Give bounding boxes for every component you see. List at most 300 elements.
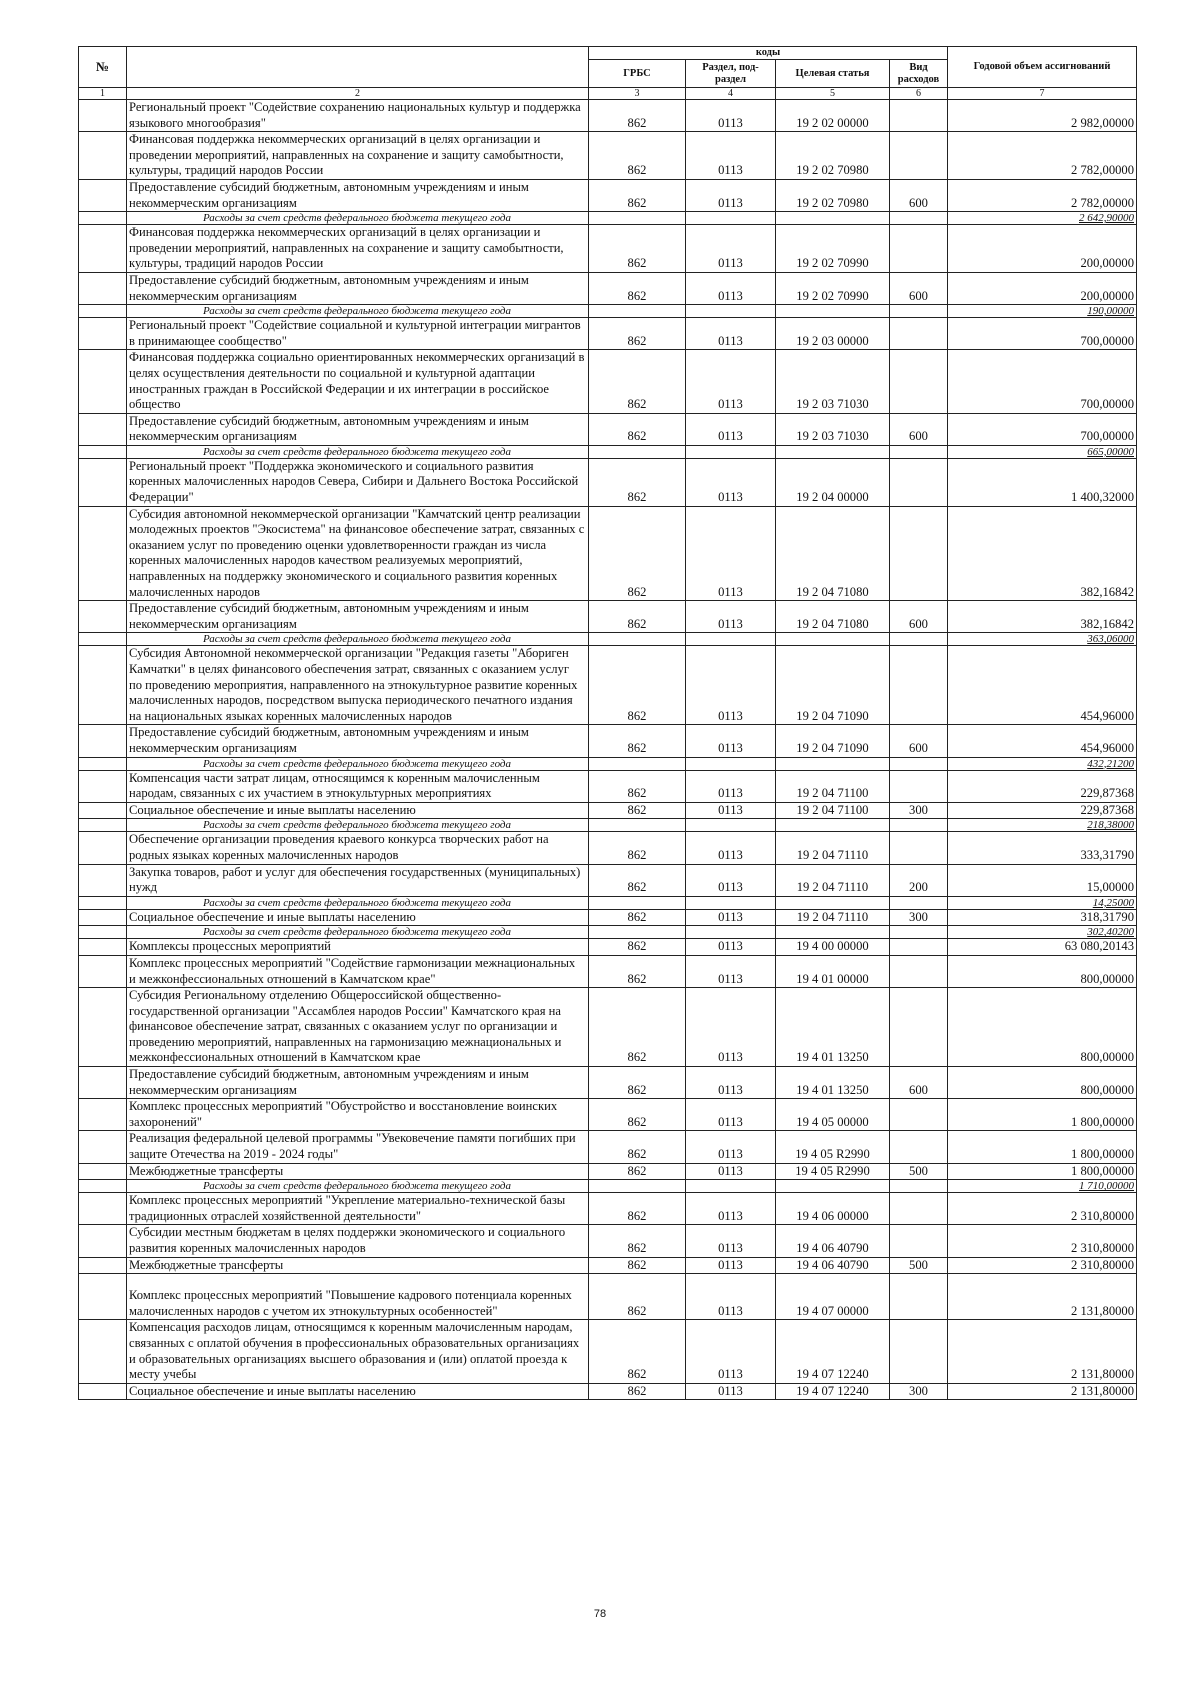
table-row [79,1067,1137,1099]
row-number-cell [79,445,127,458]
row-number-cell [79,926,127,939]
row-amount-cell: 454,96000 [948,725,1137,757]
row-amount-cell: 14,25000 [948,896,1137,909]
row-section-cell: 0113 [686,458,776,506]
row-grbs-cell [589,445,686,458]
row-exptype-cell [890,458,948,506]
row-amount-cell: 382,16842 [948,601,1137,633]
row-target-cell: 19 2 02 00000 [776,100,890,132]
row-name-cell: Реализация федеральной целевой программы "Увековечение памяти погибших при защите Отечества на 2019 - 2024 годы" [127,1131,589,1163]
row-grbs-cell: 862 [589,802,686,819]
table-row [79,864,1137,896]
row-number-cell [79,100,127,132]
row-name-cell: Комплекс процессных мероприятий "Обустройство и восстановление воинских захоронений" [127,1099,589,1131]
row-name-cell: Региональный проект "Содействие социальной и культурной интеграции мигрантов в принимающее сообщество" [127,318,589,350]
row-section-cell: 0113 [686,832,776,864]
row-section-cell: 0113 [686,939,776,956]
row-grbs-cell: 862 [589,1225,686,1257]
header-section: Раздел, под-раздел [686,60,776,88]
colnum: 4 [686,88,776,100]
table-body [79,100,1137,1400]
table-row [79,458,1137,506]
row-section-cell: 0113 [686,802,776,819]
row-amount-cell: 665,00000 [948,445,1137,458]
row-exptype-cell [890,350,948,413]
row-number-cell [79,988,127,1067]
row-amount-cell: 63 080,20143 [948,939,1137,956]
row-target-cell: 19 2 04 71090 [776,646,890,725]
row-section-cell [686,305,776,318]
row-target-cell: 19 4 05 00000 [776,1099,890,1131]
row-grbs-cell [589,896,686,909]
row-name-cell: Расходы за счет средств федерального бюджета текущего года [127,819,589,832]
row-amount-cell: 2 642,90000 [948,212,1137,225]
row-number-cell [79,350,127,413]
colnum: 3 [589,88,686,100]
row-target-cell: 19 4 06 40790 [776,1257,890,1274]
header-name [127,47,589,88]
row-exptype-cell: 600 [890,725,948,757]
row-grbs-cell: 862 [589,1099,686,1131]
row-section-cell: 0113 [686,272,776,304]
table-row [79,100,1137,132]
row-exptype-cell [890,132,948,180]
row-grbs-cell [589,1180,686,1193]
row-number-cell [79,832,127,864]
row-target-cell: 19 2 04 71110 [776,909,890,926]
row-section-cell: 0113 [686,132,776,180]
row-name-cell: Комплекс процессных мероприятий "Укрепление материально-технической базы традиционных отраслей хозяйственной деятельности" [127,1193,589,1225]
table-row [79,1193,1137,1225]
row-grbs-cell: 862 [589,725,686,757]
table-row [79,832,1137,864]
table-row [79,909,1137,926]
table-row [79,1131,1137,1163]
row-target-cell: 19 2 02 70990 [776,272,890,304]
row-amount-cell: 700,00000 [948,350,1137,413]
table-row [79,132,1137,180]
row-number-cell [79,212,127,225]
row-exptype-cell [890,506,948,601]
row-amount-cell: 15,00000 [948,864,1137,896]
row-number-cell [79,1067,127,1099]
row-section-cell [686,212,776,225]
row-grbs-cell: 862 [589,601,686,633]
row-grbs-cell: 862 [589,179,686,211]
row-name-cell: Региональный проект "Поддержка экономического и социального развития коренных малочисленных народов Севера, Сибири и Дальнего Востока Российской Федерации" [127,458,589,506]
row-amount-cell: 700,00000 [948,413,1137,445]
row-amount-cell: 2 982,00000 [948,100,1137,132]
row-section-cell: 0113 [686,1274,776,1320]
row-name-cell: Предоставление субсидий бюджетным, автономным учреждениям и иным некоммерческим организациям [127,601,589,633]
row-grbs-cell: 862 [589,770,686,802]
row-amount-cell: 1 800,00000 [948,1131,1137,1163]
row-number-cell [79,506,127,601]
table-row [79,1099,1137,1131]
row-target-cell: 19 4 07 00000 [776,1274,890,1320]
row-name-cell: Расходы за счет средств федерального бюджета текущего года [127,445,589,458]
row-name-cell: Расходы за счет средств федерального бюджета текущего года [127,1180,589,1193]
row-number-cell [79,305,127,318]
row-amount-cell: 200,00000 [948,272,1137,304]
row-target-cell [776,633,890,646]
federal-budget-row [79,305,1137,318]
row-target-cell: 19 2 04 71110 [776,864,890,896]
row-exptype-cell [890,988,948,1067]
colnum: 7 [948,88,1137,100]
row-amount-cell: 2 782,00000 [948,179,1137,211]
row-number-cell [79,1320,127,1383]
row-number-cell [79,864,127,896]
table-row [79,988,1137,1067]
row-exptype-cell [890,1225,948,1257]
row-grbs-cell: 862 [589,132,686,180]
budget-table [78,46,1137,1400]
row-number-cell [79,1180,127,1193]
row-grbs-cell: 862 [589,100,686,132]
row-number-cell [79,939,127,956]
row-name-cell: Расходы за счет средств федерального бюджета текущего года [127,212,589,225]
row-number-cell [79,819,127,832]
row-section-cell: 0113 [686,1257,776,1274]
row-section-cell: 0113 [686,864,776,896]
table-row [79,939,1137,956]
row-target-cell: 19 2 03 71030 [776,350,890,413]
header-codes: коды [589,47,948,60]
row-name-cell: Субсидия Региональному отделению Общероссийской общественно-государственной организации "Ассамблея народов России" Камчатского края на финансовое обеспечение затрат, связанных с оказанием услуг по организации и проведению мероприятий, направленных на гармонизацию межнациональных и межконфессиональных отношений в Камчатском крае [127,988,589,1067]
row-section-cell [686,1180,776,1193]
row-section-cell: 0113 [686,179,776,211]
row-number-cell [79,955,127,987]
row-exptype-cell [890,646,948,725]
table-row [79,318,1137,350]
row-grbs-cell: 862 [589,1131,686,1163]
row-section-cell: 0113 [686,1383,776,1400]
row-number-cell [79,757,127,770]
row-number-cell [79,802,127,819]
row-exptype-cell: 600 [890,1067,948,1099]
row-name-cell: Расходы за счет средств федерального бюджета текущего года [127,926,589,939]
row-name-cell: Финансовая поддержка некоммерческих организаций в целях организации и проведении мероприятий, направленных на сохранение и защиту самобытности, культуры, традиций народов России [127,132,589,180]
row-amount-cell: 700,00000 [948,318,1137,350]
row-target-cell: 19 2 03 71030 [776,413,890,445]
row-exptype-cell: 200 [890,864,948,896]
row-section-cell: 0113 [686,601,776,633]
row-name-cell: Комплекс процессных мероприятий "Повышение кадрового потенциала коренных малочисленных народов с учетом их этнокультурных особенностей" [127,1274,589,1320]
row-amount-cell: 190,00000 [948,305,1137,318]
colnum: 6 [890,88,948,100]
row-grbs-cell [589,819,686,832]
federal-budget-row [79,633,1137,646]
row-name-cell: Субсидии местным бюджетам в целях поддержки экономического и социального развития коренных малочисленных народов [127,1225,589,1257]
row-name-cell: Закупка товаров, работ и услуг для обеспечения государственных (муниципальных) нужд [127,864,589,896]
row-section-cell: 0113 [686,506,776,601]
row-amount-cell: 333,31790 [948,832,1137,864]
row-section-cell: 0113 [686,1067,776,1099]
budget-table-sheet [78,46,1136,1400]
row-target-cell: 19 4 06 40790 [776,1225,890,1257]
row-grbs-cell: 862 [589,1067,686,1099]
row-target-cell: 19 4 01 13250 [776,1067,890,1099]
row-number-cell [79,1193,127,1225]
row-amount-cell: 800,00000 [948,1067,1137,1099]
row-exptype-cell [890,212,948,225]
row-number-cell [79,413,127,445]
row-amount-cell: 2 131,80000 [948,1383,1137,1400]
row-exptype-cell [890,1099,948,1131]
row-exptype-cell [890,1274,948,1320]
row-section-cell: 0113 [686,1131,776,1163]
row-number-cell [79,725,127,757]
federal-budget-row [79,757,1137,770]
row-target-cell [776,212,890,225]
row-amount-cell: 200,00000 [948,225,1137,273]
row-exptype-cell [890,633,948,646]
row-amount-cell: 2 310,80000 [948,1193,1137,1225]
row-name-cell: Расходы за счет средств федерального бюджета текущего года [127,896,589,909]
row-amount-cell: 2 782,00000 [948,132,1137,180]
row-name-cell: Межбюджетные трансферты [127,1163,589,1180]
row-target-cell: 19 4 00 00000 [776,939,890,956]
table-row [79,1383,1137,1400]
row-section-cell: 0113 [686,350,776,413]
row-target-cell: 19 4 01 00000 [776,955,890,987]
row-section-cell [686,633,776,646]
row-amount-cell: 2 310,80000 [948,1257,1137,1274]
row-target-cell [776,926,890,939]
row-amount-cell: 382,16842 [948,506,1137,601]
row-exptype-cell [890,926,948,939]
row-grbs-cell: 862 [589,458,686,506]
row-grbs-cell [589,212,686,225]
row-section-cell: 0113 [686,909,776,926]
row-grbs-cell [589,633,686,646]
federal-budget-row [79,926,1137,939]
row-grbs-cell: 862 [589,832,686,864]
table-row [79,1225,1137,1257]
table-row [79,802,1137,819]
row-target-cell: 19 2 04 71100 [776,802,890,819]
row-target-cell: 19 2 02 70990 [776,225,890,273]
header-grbs: ГРБС [589,60,686,88]
row-name-cell: Субсидия автономной некоммерческой организации "Камчатский центр реализации молодежных проектов "Экосистема" на финансовое обеспечение затрат, связанных с оказанием услуг по проведению оценки удовлетворенности граждан из числа коренных малочисленных народов качеством реализуемых мероприятий, направленных на поддержку экономического и социального развития коренных малочисленных народов [127,506,589,601]
table-row [79,646,1137,725]
row-name-cell: Предоставление субсидий бюджетным, автономным учреждениям и иным некоммерческим организациям [127,1067,589,1099]
row-section-cell [686,926,776,939]
row-target-cell [776,896,890,909]
row-amount-cell: 229,87368 [948,802,1137,819]
row-exptype-cell: 500 [890,1163,948,1180]
row-section-cell: 0113 [686,318,776,350]
federal-budget-row [79,1180,1137,1193]
row-number-cell [79,1225,127,1257]
colnum: 1 [79,88,127,100]
row-target-cell: 19 2 02 70980 [776,132,890,180]
table-row [79,272,1137,304]
row-section-cell: 0113 [686,988,776,1067]
row-section-cell: 0113 [686,1099,776,1131]
row-name-cell: Социальное обеспечение и иные выплаты населению [127,1383,589,1400]
row-target-cell [776,757,890,770]
row-target-cell: 19 2 04 71100 [776,770,890,802]
colnum: 5 [776,88,890,100]
row-amount-cell: 1 710,00000 [948,1180,1137,1193]
row-amount-cell: 2 310,80000 [948,1225,1137,1257]
row-grbs-cell: 862 [589,909,686,926]
row-section-cell: 0113 [686,1225,776,1257]
row-section-cell: 0113 [686,955,776,987]
row-number-cell [79,132,127,180]
row-number-cell [79,646,127,725]
row-target-cell: 19 4 06 00000 [776,1193,890,1225]
row-exptype-cell [890,305,948,318]
row-number-cell [79,601,127,633]
row-exptype-cell [890,225,948,273]
row-target-cell: 19 4 01 13250 [776,988,890,1067]
row-grbs-cell: 862 [589,225,686,273]
row-grbs-cell: 862 [589,646,686,725]
row-number-cell [79,1274,127,1320]
row-grbs-cell: 862 [589,988,686,1067]
row-amount-cell: 1 800,00000 [948,1099,1137,1131]
row-grbs-cell: 862 [589,864,686,896]
row-amount-cell: 454,96000 [948,646,1137,725]
row-exptype-cell: 600 [890,601,948,633]
row-grbs-cell: 862 [589,506,686,601]
row-amount-cell: 800,00000 [948,988,1137,1067]
row-grbs-cell: 862 [589,939,686,956]
row-exptype-cell: 300 [890,909,948,926]
row-target-cell [776,819,890,832]
row-exptype-cell: 600 [890,179,948,211]
row-name-cell: Комплексы процессных мероприятий [127,939,589,956]
table-row [79,1274,1137,1320]
row-grbs-cell [589,757,686,770]
row-exptype-cell [890,770,948,802]
row-name-cell: Предоставление субсидий бюджетным, автономным учреждениям и иным некоммерческим организациям [127,725,589,757]
row-amount-cell: 432,21200 [948,757,1137,770]
federal-budget-row [79,445,1137,458]
row-name-cell: Компенсация расходов лицам, относящимся к коренным малочисленным народам, связанных с оплатой обучения в профессиональных образовательных организациях и образовательных организациях высшего образования и (или) оплатой проезда к месту учебы [127,1320,589,1383]
row-name-cell: Расходы за счет средств федерального бюджета текущего года [127,305,589,318]
colnum: 2 [127,88,589,100]
federal-budget-row [79,896,1137,909]
row-amount-cell: 1 400,32000 [948,458,1137,506]
row-name-cell: Предоставление субсидий бюджетным, автономным учреждениям и иным некоммерческим организациям [127,272,589,304]
row-target-cell [776,305,890,318]
row-grbs-cell: 862 [589,350,686,413]
row-section-cell: 0113 [686,1320,776,1383]
row-target-cell: 19 2 04 00000 [776,458,890,506]
row-grbs-cell: 862 [589,413,686,445]
row-exptype-cell [890,1180,948,1193]
row-exptype-cell [890,1320,948,1383]
table-row [79,225,1137,273]
row-exptype-cell [890,819,948,832]
row-number-cell [79,1131,127,1163]
row-name-cell: Финансовая поддержка некоммерческих организаций в целях организации и проведении мероприятий, направленных на сохранение и защиту самобытности, культуры, традиций народов России [127,225,589,273]
table-row [79,955,1137,987]
header-volume: Годовой объем ассигнований [948,47,1137,88]
row-target-cell: 19 2 04 71090 [776,725,890,757]
row-amount-cell: 363,06000 [948,633,1137,646]
table-row [79,1163,1137,1180]
row-amount-cell: 1 800,00000 [948,1163,1137,1180]
row-name-cell: Предоставление субсидий бюджетным, автономным учреждениям и иным некоммерческим организациям [127,413,589,445]
table-row [79,1257,1137,1274]
row-target-cell: 19 2 03 00000 [776,318,890,350]
row-exptype-cell [890,1193,948,1225]
row-exptype-cell [890,100,948,132]
row-grbs-cell [589,926,686,939]
row-amount-cell: 318,31790 [948,909,1137,926]
row-name-cell: Расходы за счет средств федерального бюджета текущего года [127,757,589,770]
row-grbs-cell: 862 [589,955,686,987]
row-name-cell: Обеспечение организации проведения краевого конкурса творческих работ на родных языках коренных малочисленных народов [127,832,589,864]
federal-budget-row [79,212,1137,225]
row-name-cell: Расходы за счет средств федерального бюджета текущего года [127,633,589,646]
row-target-cell: 19 2 04 71110 [776,832,890,864]
row-section-cell: 0113 [686,725,776,757]
row-exptype-cell [890,1131,948,1163]
table-row [79,1320,1137,1383]
row-section-cell [686,757,776,770]
row-number-cell [79,225,127,273]
row-name-cell: Региональный проект "Содействие сохранению национальных культур и поддержка языкового многообразия" [127,100,589,132]
row-amount-cell: 229,87368 [948,770,1137,802]
row-target-cell: 19 2 04 71080 [776,601,890,633]
row-target-cell: 19 2 04 71080 [776,506,890,601]
row-exptype-cell [890,445,948,458]
row-grbs-cell: 862 [589,1257,686,1274]
row-number-cell [79,458,127,506]
row-number-cell [79,272,127,304]
row-amount-cell: 2 131,80000 [948,1320,1137,1383]
row-section-cell: 0113 [686,770,776,802]
row-amount-cell: 218,38000 [948,819,1137,832]
row-section-cell [686,819,776,832]
row-name-cell: Социальное обеспечение и иные выплаты населению [127,802,589,819]
table-row [79,725,1137,757]
row-section-cell [686,896,776,909]
row-grbs-cell [589,305,686,318]
row-target-cell: 19 4 05 R2990 [776,1163,890,1180]
row-name-cell: Субсидия Автономной некоммерческой организации "Редакция газеты "Абориген Камчатки" в целях финансового обеспечения затрат, связанных с оказанием услуг по проведению мероприятия, направленного на этнокультурное развитие коренных малочисленных народов, посредством выпуска периодического печатного издания на национальных языках коренных малочисленных народов [127,646,589,725]
table-row [79,413,1137,445]
row-amount-cell: 2 131,80000 [948,1274,1137,1320]
row-number-cell [79,1163,127,1180]
row-exptype-cell [890,955,948,987]
table-row [79,350,1137,413]
column-number-row [79,88,1137,100]
row-section-cell: 0113 [686,225,776,273]
row-number-cell [79,1383,127,1400]
row-exptype-cell [890,939,948,956]
row-name-cell: Предоставление субсидий бюджетным, автономным учреждениям и иным некоммерческим организациям [127,179,589,211]
header-exptype: Вид расходов [890,60,948,88]
row-exptype-cell: 600 [890,413,948,445]
row-number-cell [79,1257,127,1274]
page-number: 78 [593,1608,607,1620]
row-target-cell [776,1180,890,1193]
row-number-cell [79,179,127,211]
federal-budget-row [79,819,1137,832]
row-exptype-cell: 600 [890,272,948,304]
row-grbs-cell: 862 [589,1383,686,1400]
row-exptype-cell [890,832,948,864]
row-section-cell: 0113 [686,413,776,445]
row-number-cell [79,909,127,926]
